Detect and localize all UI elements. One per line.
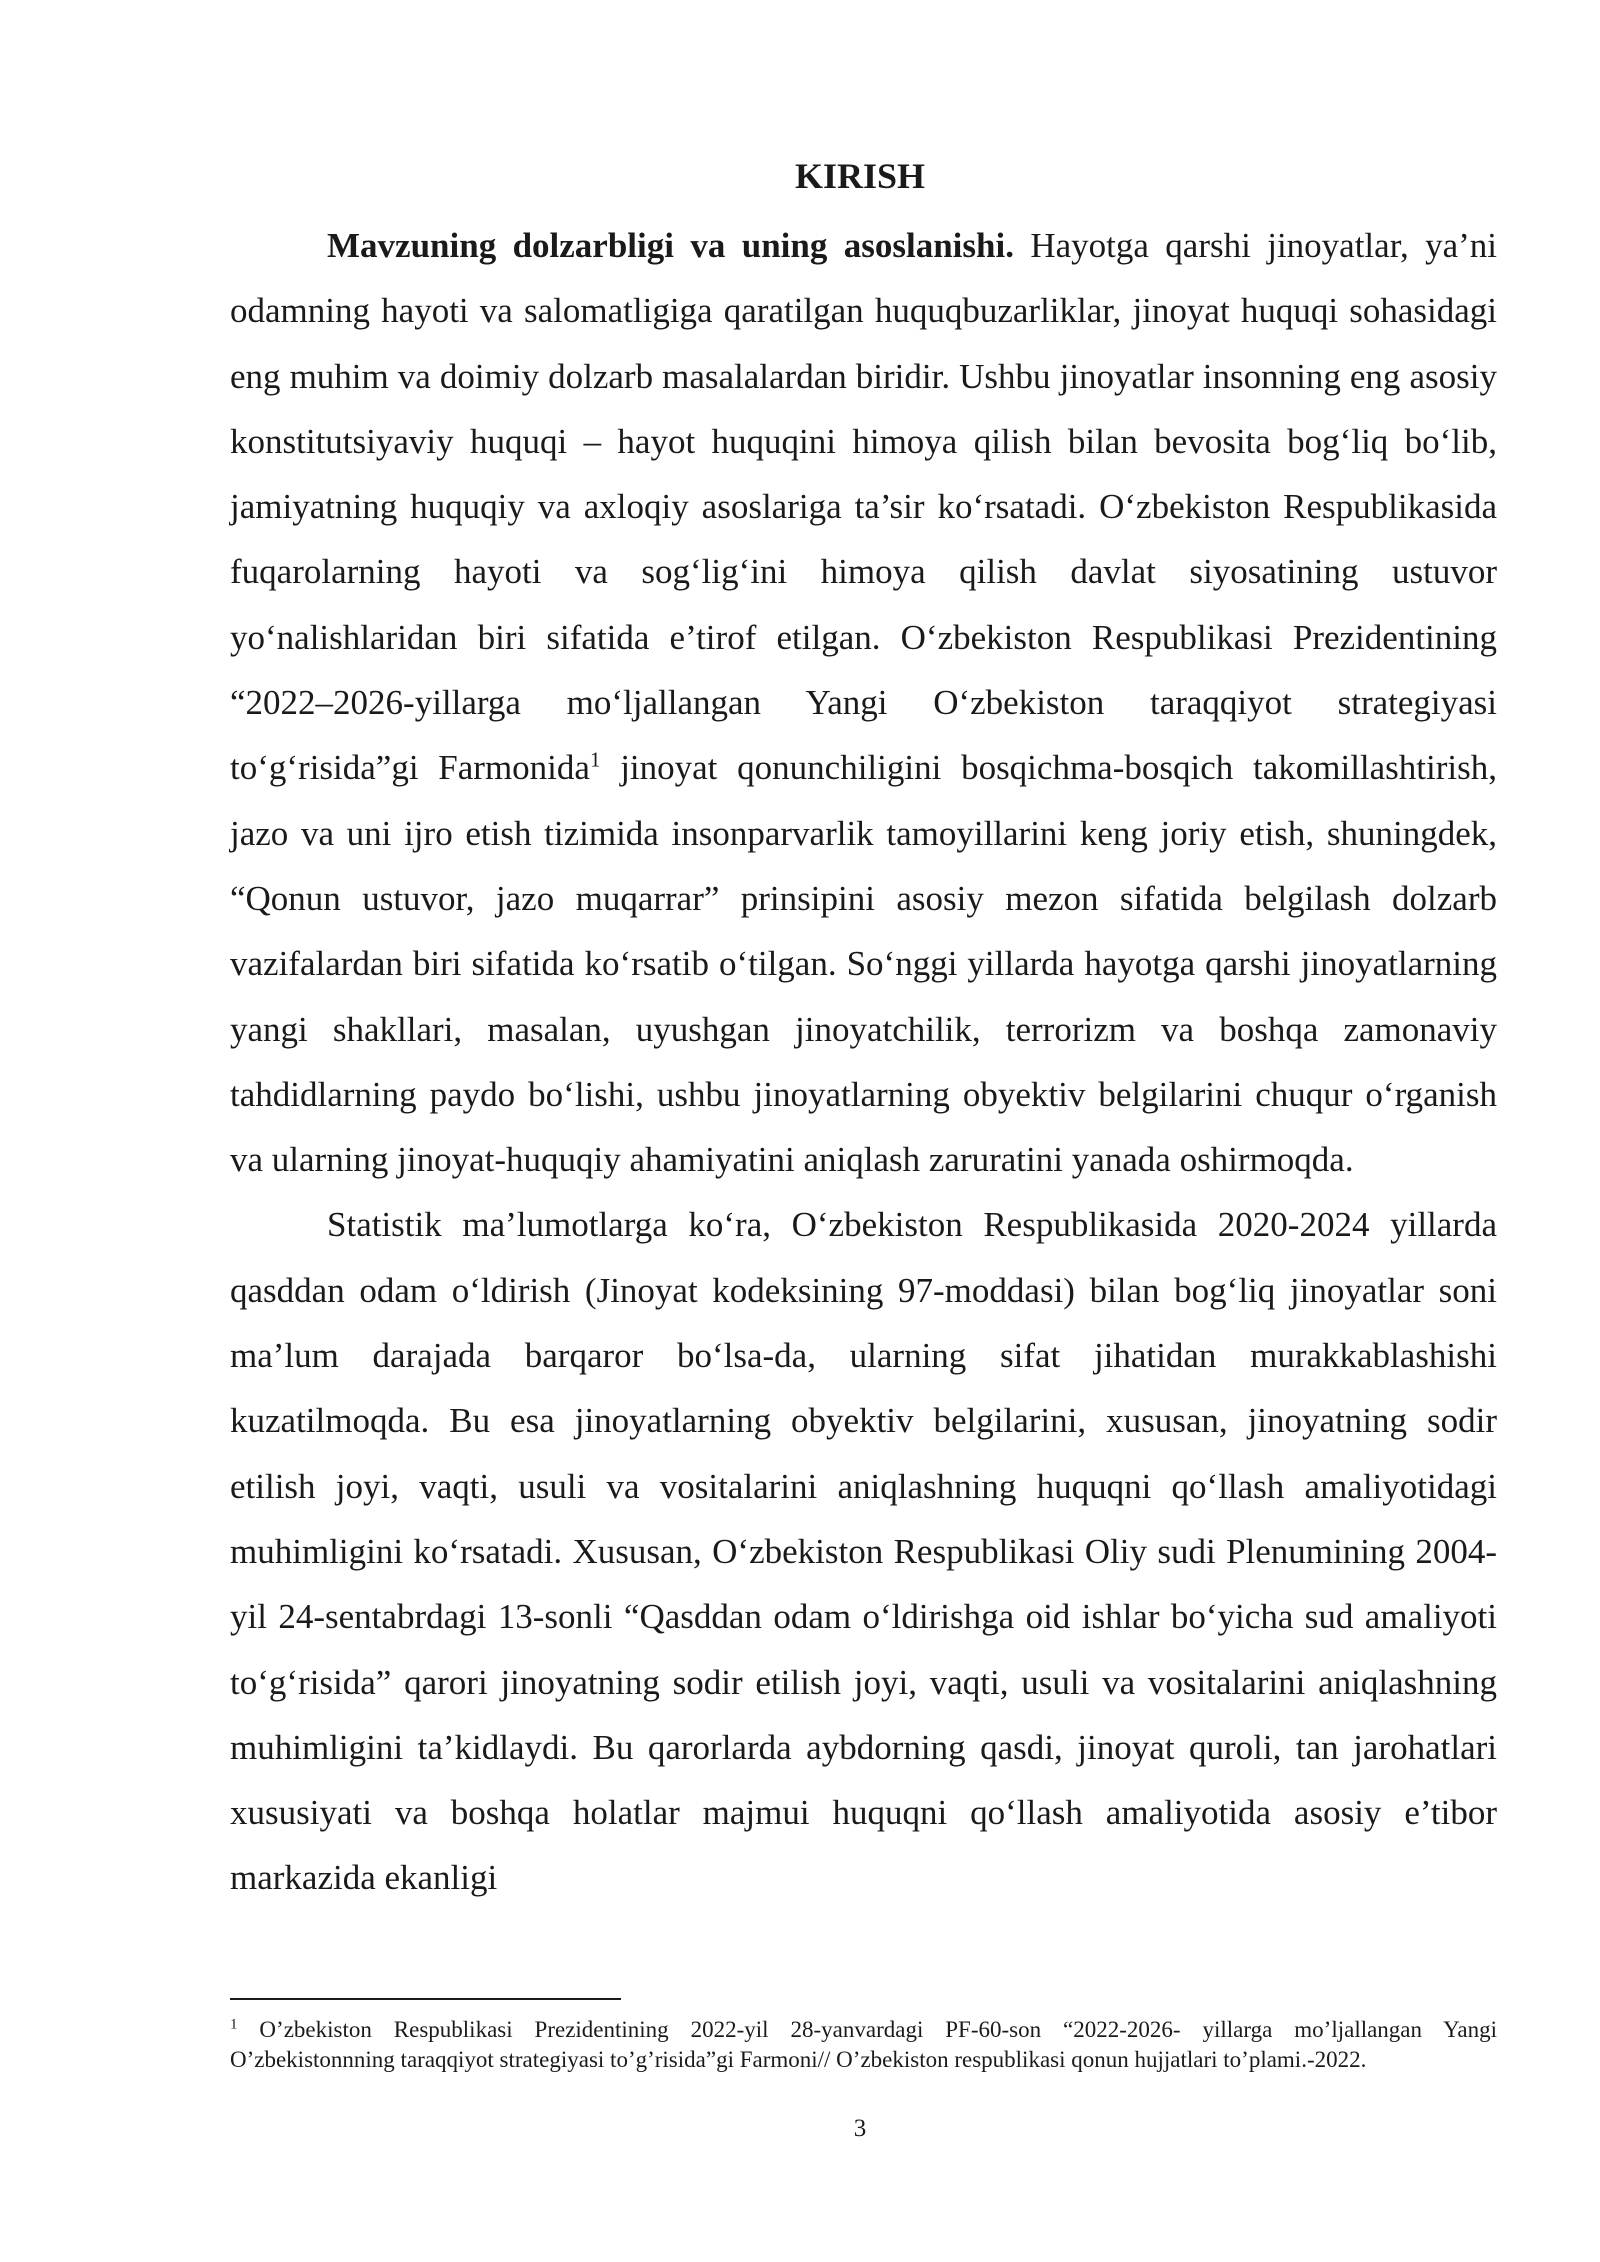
footnote-separator: [230, 1998, 621, 2000]
paragraph-relevance: [230, 213, 1497, 1192]
paragraph-statistics: Statistik ma’lumotlarga ko‘ra, O‘zbekiston Respublikasida 2020-2024 yillarda qasddan odam o‘ldirish (Jinoyat kodeksining 97-moddasi) bilan bog‘liq jinoyatlar soni ma’lum darajada barqaror bo‘lsa-da, ularning sifat jihatidan murakkablashishi kuzatilmoqda. Bu esa jinoyatlarning obyektiv belgilarini, xususan, jinoyatning sodir etilish joyi, vaqti, usuli va vositalarini aniqlashning huquqni qo‘llash amaliyotidagi muhimligini ko‘rsatadi. Xususan, O‘zbekiston Respublikasi Oliy sudi Plenumining 2004-yil 24-sentabrdagi 13-sonli “Qasddan odam o‘ldirishga oid ishlar bo‘yicha sud amaliyoti to‘g‘risida” qarori jinoyatning sodir etilish joyi, vaqti, usuli va vositalarini aniqlashning muhimligini ta’kidlaydi. Bu qarorlarda aybdorning qasdi, jinoyat quroli, tan jarohatlari xususiyati va boshqa holatlar majmui huquqni qo‘llash amaliyotida asosiy e’tibor markazida ekanligi: [230, 1205, 1497, 1898]
footnote-text: O’zbekiston Respublikasi Prezidentining 2022-yil 28-yanvardagi PF-60-son “2022-2026- yillarga mo’ljallangan Yangi O’zbekistonnning taraqqiyot strategiyasi to’g’risida”gi Farmoni// O’zbekiston respublikasi qonun hujjatlari to’plami.-2022.: [230, 2017, 1497, 2072]
paragraph-text: Hayotga qarshi jinoyatlar, ya’ni odamning hayoti va salomatligiga qaratilgan huquqbuzarliklar, jinoyat huquqi sohasidagi eng muhim va doimiy dolzarb masalalardan biridir. Ushbu jinoyatlar insonning eng asosiy konstitutsiyaviy huquqi – hayot huquqini himoya qilish bilan bevosita bog‘liq bo‘lib, jamiyatning huquqiy va axloqiy asoslariga ta’sir ko‘rsatadi. O‘zbekiston Respublikasida fuqarolarning hayoti va sog‘lig‘ini himoya qilish davlat siyosatining ustuvor yo‘nalishlaridan biri sifatida e’tirof etilgan. O‘zbekiston Respublikasi Prezidentining “2022–2026-yillarga mo‘ljallangan Yangi O‘zbekiston taraqqiyot strategiyasi to‘g‘risida”gi Farmonida: [230, 226, 1497, 788]
body-text: [230, 213, 1497, 1911]
section-title: KIRISH: [794, 156, 926, 196]
footnote: [230, 2015, 1497, 2075]
paragraph-lead-heading: Mavzuning dolzarbligi va uning asoslanishi.: [327, 226, 1014, 265]
page-number: 3: [853, 2115, 867, 2142]
paragraph-text-continued: jinoyat qonunchiligini bosqichma-bosqich takomillashtirish, jazo va uni ijro etish tizimida insonparvarlik tamoyillarini keng joriy etish, shuningdek, “Qonun ustuvor, jazo muqarrar” prinsipini asosiy mezon sifatida belgilash dolzarb vazifalardan biri sifatida ko‘rsatib o‘tilgan. So‘nggi yillarda hayotga qarshi jinoyatlarning yangi shakllari, masalan, uyushgan jinoyatchilik, terrorizm va boshqa zamonaviy tahdidlarning paydo bo‘lishi, ushbu jinoyatlarning obyektiv belgilarini chuqur o‘rganish va ularning jinoyat-huquqiy ahamiyatini aniqlash zaruratini yanada oshirmoqda.: [230, 748, 1497, 1180]
footnote-reference: 1: [589, 747, 601, 772]
footnote-marker: 1: [230, 2016, 238, 2033]
